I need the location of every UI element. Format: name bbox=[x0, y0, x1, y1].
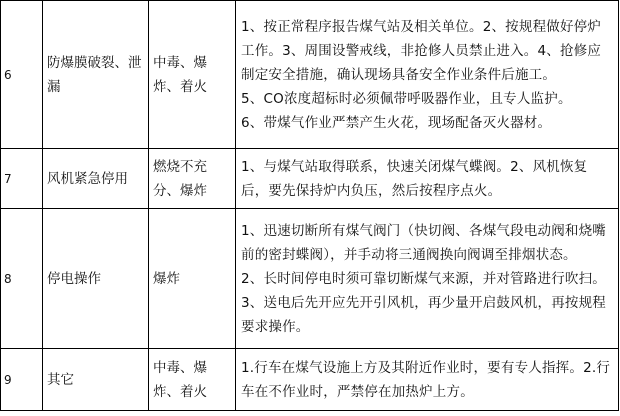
table-row bbox=[1, 149, 619, 209]
measure-text: 1.行车在煤气设施上方及其附近作业时，要有专人指挥。2.行车在不作业时，严禁停在加热炉上方。 bbox=[241, 359, 611, 400]
table-row bbox=[1, 349, 619, 411]
row-number: 9 bbox=[1, 349, 43, 411]
item-name: 风机紧急停用 bbox=[43, 149, 149, 209]
measures-cell bbox=[236, 149, 619, 209]
measure-text: 2、长时间停电时须可靠切断煤气来源，并对管路进行吹扫。3、送电后先开应先开引风机，再少量开启鼓风机，再按规程要求操作。 bbox=[241, 270, 606, 335]
measure-text: 6、带煤气作业严禁产生火花，现场配备灭火器材。 bbox=[241, 114, 552, 131]
table-row bbox=[1, 1, 619, 149]
measure-text: 5、CO浓度超标时必须佩带呼吸器作业，且专人监护。 bbox=[241, 90, 572, 107]
item-name: 其它 bbox=[43, 349, 149, 411]
measure-text: 1、按正常程序报告煤气站及相关单位。2、按规程做好停炉工作。3、周围设警戒线，非抢修人员禁止进入。4、抢修应制定安全措施，确认现场具备安全作业条件后施工。 bbox=[241, 18, 602, 83]
item-name: 防爆膜破裂、泄漏 bbox=[43, 1, 149, 149]
hazard-type: 中毒、爆炸、着火 bbox=[149, 349, 236, 411]
measures-cell bbox=[236, 1, 619, 149]
measure-text: 1、迅速切断所有煤气阀门（快切阀、各煤气段电动阀和烧嘴前的密封蝶阀），并手动将三通阀换向阀调至排烟状态。 bbox=[241, 222, 606, 263]
measure-text: 1、与煤气站取得联系，快速关闭煤气蝶阀。2、风机恢复后，要先保持炉内负压，然后按程序点火。 bbox=[241, 158, 588, 199]
row-number: 6 bbox=[1, 1, 43, 149]
item-name: 停电操作 bbox=[43, 209, 149, 349]
row-number: 8 bbox=[1, 209, 43, 349]
table-row bbox=[1, 209, 619, 349]
measures-cell bbox=[236, 349, 619, 411]
hazard-type: 燃烧不充分、爆炸 bbox=[149, 149, 236, 209]
hazard-type: 爆炸 bbox=[149, 209, 236, 349]
hazard-type: 中毒、爆炸、着火 bbox=[149, 1, 236, 149]
measures-cell bbox=[236, 209, 619, 349]
row-number: 7 bbox=[1, 149, 43, 209]
